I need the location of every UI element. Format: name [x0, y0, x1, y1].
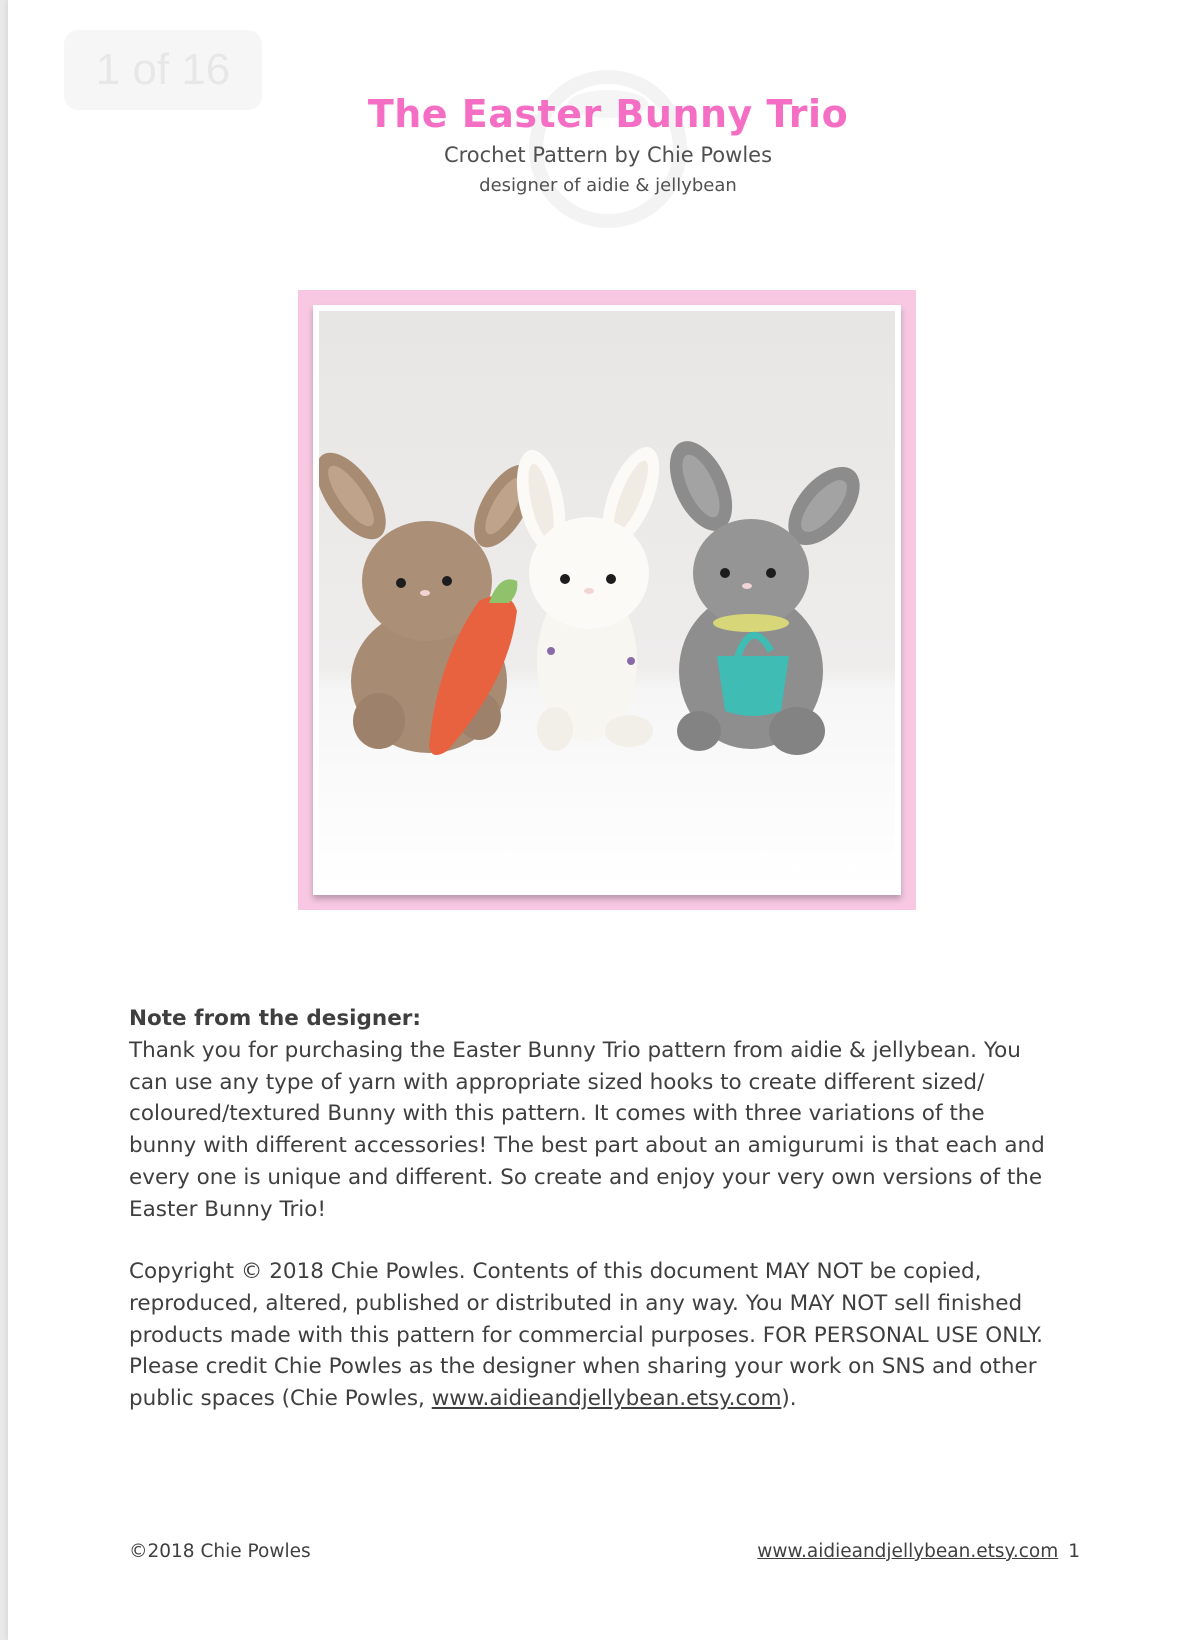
note-heading: Note from the designer: [129, 1006, 421, 1031]
bunny-trio-illustration [319, 311, 895, 887]
note-body: Thank you for purchasing the Easter Bunny Trio pattern from aidie & jellybean. You can use any type of yarn with appropriate sized hooks to create different sized/ coloured/textured Bunny with this pattern. It comes with three variations of the bunny with different accessories! The best part about an amigurumi is that each and every one is unique and different. So create and enjoy your very own versions of the Easter Bunny Trio! [129, 1037, 1045, 1222]
copyright-suffix: ). [781, 1386, 797, 1412]
document-page [8, 0, 1200, 1640]
designer-note [129, 1003, 1049, 1226]
footer-copyright: ©2018 Chie Powles [129, 1541, 311, 1562]
photo-watermark: aidie & jellybean [749, 857, 875, 875]
footer-etsy-link[interactable]: www.aidieandjellybean.etsy.com [757, 1541, 1059, 1562]
etsy-shop-link[interactable]: www.aidieandjellybean.etsy.com [431, 1386, 782, 1412]
page-number: 1 [1068, 1541, 1080, 1562]
designer-byline: designer of aidie & jellybean [479, 175, 737, 196]
footer-right [757, 1541, 1080, 1562]
copyright-text: Copyright © 2018 Chie Powles. Contents of this document MAY NOT be copied, reproduced, altered, published or distributed in any way. You MAY NOT sell finished products made with this pattern for commercial purposes. FOR PERSONAL USE ONLY. Please credit Chie Powles as the designer when sharing your work on SNS and other public spaces (Chie Powles, [129, 1259, 1044, 1412]
photo-mat [313, 305, 901, 895]
photo-frame [298, 290, 916, 910]
copyright-notice [129, 1256, 1059, 1415]
page-title: The Easter Bunny Trio [367, 92, 849, 136]
page-indicator: 1 of 16 [64, 30, 262, 110]
bunny-trio-photo [319, 311, 895, 887]
page-subtitle: Crochet Pattern by Chie Powles [443, 143, 773, 167]
